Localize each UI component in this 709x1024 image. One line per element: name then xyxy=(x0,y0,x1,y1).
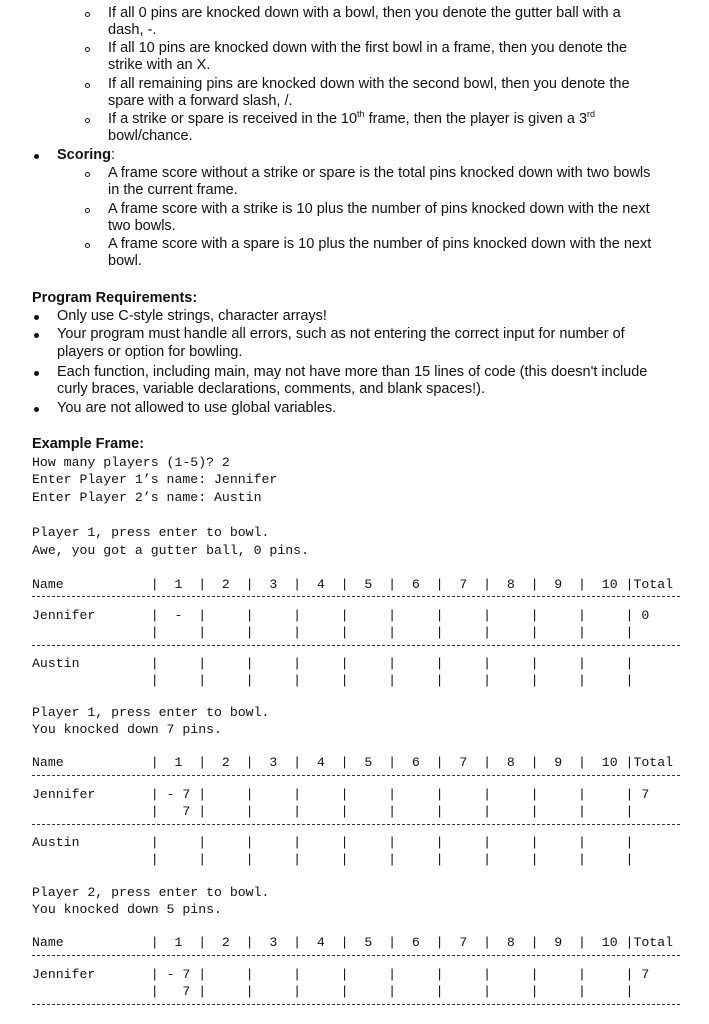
bullet-icon xyxy=(34,371,39,376)
requirement-1: Only use C-style strings, character arrays! xyxy=(57,308,327,324)
bullet-icon xyxy=(34,333,39,338)
circle-bullet-icon xyxy=(85,172,90,177)
scoreboard-divider xyxy=(32,775,680,776)
circle-bullet-icon xyxy=(85,47,90,52)
bullet-icon xyxy=(34,154,39,159)
requirement-2-line2: players or option for bowling. xyxy=(57,344,243,360)
scoreboard-row: | | | | | | | | | | | xyxy=(32,673,634,688)
scoring-item-3-line2: bowl. xyxy=(108,253,142,269)
scoreboard-divider xyxy=(32,1004,680,1005)
scoreboard-divider xyxy=(32,645,680,646)
rule-strike-line2: strike with an X. xyxy=(108,57,211,73)
scoreboard-row: Austin | | | | | | | | | | | xyxy=(32,656,634,671)
console-line: Player 2, press enter to bowl. xyxy=(32,885,270,900)
console-line: Enter Player 1’s name: Jennifer xyxy=(32,472,278,487)
scoreboard-row: | | | | | | | | | | | xyxy=(32,625,634,640)
scoring-item-2-line1: A frame score with a strike is 10 plus the number of pins knocked down with the next xyxy=(108,201,650,217)
scoreboard-header: Name | 1 | 2 | 3 | 4 | 5 | 6 | 7 | 8 | 9 | 10 |Total xyxy=(32,577,674,592)
requirement-3-line1: Each function, including main, may not have more than 15 lines of code (this doesn't include xyxy=(57,364,648,380)
scoring-item-2-line2: two bowls. xyxy=(108,218,176,234)
scoreboard-row: Jennifer | - | | | | | | | | | | 0 xyxy=(32,608,650,623)
rule-spare-line1: If all remaining pins are knocked down with the second bowl, then you denote the xyxy=(108,76,630,92)
circle-bullet-icon xyxy=(85,83,90,88)
scoreboard-row: Jennifer | - 7 | | | | | | | | | | 7 xyxy=(32,787,650,802)
rule-spare-line2: spare with a forward slash, /. xyxy=(108,93,293,109)
scoring-heading: Scoring: xyxy=(57,147,116,163)
requirements-heading: Program Requirements: xyxy=(32,290,198,306)
scoring-item-3-line1: A frame score with a spare is 10 plus the number of pins knocked down with the next xyxy=(108,236,652,252)
scoreboard-divider xyxy=(32,596,680,597)
console-line: Awe, you got a gutter ball, 0 pins. xyxy=(32,543,309,558)
scoring-item-1-line2: in the current frame. xyxy=(108,182,238,198)
bullet-icon xyxy=(34,407,39,412)
rule-gutter-line1: If all 0 pins are knocked down with a bowl, then you denote the gutter ball with a xyxy=(108,5,621,21)
circle-bullet-icon xyxy=(85,118,90,123)
rule-strike-line1: If all 10 pins are knocked down with the first bowl in a frame, then you denote the xyxy=(108,40,628,56)
scoreboard-header: Name | 1 | 2 | 3 | 4 | 5 | 6 | 7 | 8 | 9 | 10 |Total xyxy=(32,755,674,770)
scoreboard-row: Austin | | | | | | | | | | | xyxy=(32,835,634,850)
scoreboard-row: Jennifer | - 7 | | | | | | | | | | 7 xyxy=(32,967,650,982)
scoreboard-divider xyxy=(32,955,680,956)
circle-bullet-icon xyxy=(85,243,90,248)
rule-tenth-line2: bowl/chance. xyxy=(108,128,193,144)
scoreboard-header: Name | 1 | 2 | 3 | 4 | 5 | 6 | 7 | 8 | 9 | 10 |Total xyxy=(32,935,674,950)
scoreboard-row: | 7 | | | | | | | | | | xyxy=(32,804,634,819)
requirement-3-line2: curly braces, variable declarations, comments, and blank spaces!). xyxy=(57,381,485,397)
scoreboard-divider xyxy=(32,824,680,825)
circle-bullet-icon xyxy=(85,208,90,213)
console-line: Enter Player 2’s name: Austin xyxy=(32,490,262,505)
console-line: You knocked down 5 pins. xyxy=(32,902,222,917)
scoring-item-1-line1: A frame score without a strike or spare is the total pins knocked down with two bowls xyxy=(108,165,651,181)
scoreboard-row: | | | | | | | | | | | xyxy=(32,852,634,867)
rule-tenth-line1: If a strike or spare is received in the 10th frame, then the player is given a 3rd xyxy=(108,109,596,127)
console-line: How many players (1-5)? 2 xyxy=(32,455,230,470)
console-line: Player 1, press enter to bowl. xyxy=(32,525,270,540)
example-heading: Example Frame: xyxy=(32,436,145,452)
console-line: You knocked down 7 pins. xyxy=(32,722,222,737)
rule-gutter-line2: dash, -. xyxy=(108,22,157,38)
requirement-2-line1: Your program must handle all errors, such as not entering the correct input for number of xyxy=(57,326,625,342)
circle-bullet-icon xyxy=(85,12,90,17)
requirement-4: You are not allowed to use global variables. xyxy=(57,400,337,416)
scoreboard-row: | 7 | | | | | | | | | | xyxy=(32,984,634,999)
bullet-icon xyxy=(34,315,39,320)
console-line: Player 1, press enter to bowl. xyxy=(32,705,270,720)
